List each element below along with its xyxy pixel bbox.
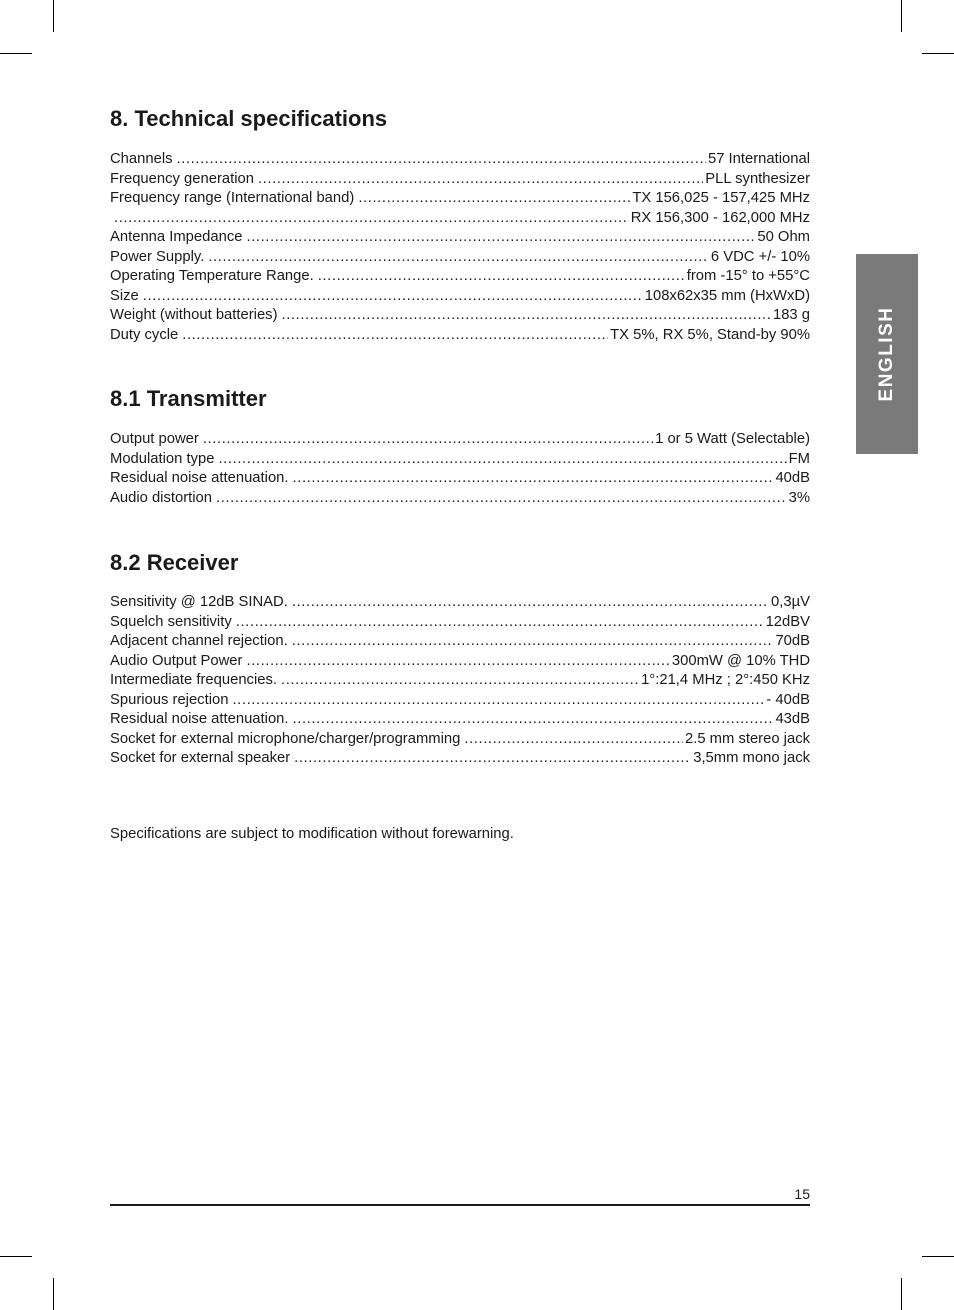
spec-row [110,430,810,450]
crop-mark [922,1256,954,1257]
spec-label: Residual noise attenuation. [110,470,289,486]
page-number: 15 [794,1186,810,1202]
spec-row [110,170,810,190]
crop-mark [53,1278,54,1310]
spec-row [110,652,810,672]
spec-label: Power Supply. [110,248,205,265]
spec-value: TX 156,025 - 157,425 MHz [632,190,810,206]
section-title-transmitter: 8.1 Transmitter [110,386,267,411]
crop-mark [901,0,902,32]
spec-label: Sensitivity @ 12dB SINAD. [110,594,288,610]
dot-leader [143,287,643,307]
spec-value: 57 International [707,151,810,167]
section-title-receiver: 8.2 Receiver [110,550,239,575]
spec-row [110,691,810,711]
spec-value: 0,3µV [771,594,810,610]
spec-value: 183 g [772,307,810,323]
spec-value: 50 Ohm [757,229,810,245]
dot-leader [208,248,709,268]
spec-value: 40dB [775,470,810,486]
spec-value: 6 VDC +/- 10% [710,248,810,265]
spec-value: 12dBV [765,613,810,630]
spec-row [110,267,810,287]
footer-rule [110,1204,810,1206]
spec-row [110,287,810,307]
spec-value: 3% [788,489,810,506]
dot-leader [318,267,685,287]
spec-value: TX 5%, RX 5%, Stand-by 90% [610,326,810,343]
dot-leader [182,326,608,346]
spec-row [110,150,810,170]
dot-leader [246,228,755,248]
spec-label: Output power [110,431,199,447]
dot-leader [282,306,771,326]
spec-row [110,749,810,769]
dot-leader [114,209,629,229]
crop-mark [901,1278,902,1310]
spec-label: Spurious rejection [110,691,229,708]
spec-value: 1 or 5 Watt (Selectable) [655,431,810,447]
spec-row [110,469,810,489]
spec-label: Adjacent channel rejection. [110,633,288,649]
spec-row [110,450,810,470]
spec-row [110,189,810,209]
crop-mark [53,0,54,32]
crop-mark [922,53,954,54]
spec-label: Intermediate frequencies. [110,672,277,688]
dot-leader [203,430,653,450]
spec-value: from -15° to +55°C [686,268,810,284]
spec-row [110,209,810,229]
dot-leader [258,170,703,190]
dot-leader [177,150,706,170]
spec-row [110,671,810,691]
spec-value: 3,5mm mono jack [693,750,810,766]
crop-mark [0,53,32,54]
spec-row [110,730,810,750]
spec-label: Weight (without batteries) [110,307,278,323]
spec-row [110,613,810,633]
spec-row [110,248,810,268]
spec-row [110,593,810,613]
spec-label: Duty cycle [110,326,179,343]
spec-label: Socket for external speaker [110,750,291,766]
language-tab-label: ENGLISH [876,306,897,402]
spec-label: Frequency generation [110,170,254,187]
spec-row [110,710,810,730]
dot-leader [292,632,774,652]
spec-value: FM [788,450,810,467]
spec-list-receiver [110,593,810,769]
spec-label: Socket for external microphone/charger/programming [110,730,461,747]
spec-label: Frequency range (International band) [110,190,355,206]
spec-row [110,228,810,248]
spec-row [110,489,810,509]
spec-row [110,306,810,326]
spec-label: Antenna Impedance [110,229,243,245]
dot-leader [294,749,691,769]
spec-value: 2.5 mm stereo jack [685,730,810,747]
spec-label: Operating Temperature Range. [110,268,314,284]
spec-value: 300mW @ 10% THD [671,652,810,669]
spec-value: 1°:21,4 MHz ; 2°:450 KHz [641,672,810,688]
dot-leader [232,691,764,711]
dot-leader [216,489,787,509]
spec-label: Squelch sensitivity [110,613,232,630]
spec-value: 43dB [775,711,810,727]
spec-value: RX 156,300 - 162,000 MHz [630,209,810,226]
spec-label: Audio Output Power [110,652,243,669]
dot-leader [236,613,764,633]
spec-label: Channels [110,151,173,167]
crop-mark [0,1256,32,1257]
spec-label: Audio distortion [110,489,212,506]
dot-leader [218,450,786,470]
spec-label: Size [110,287,139,304]
dot-leader [281,671,639,691]
dot-leader [464,730,683,750]
spec-value: 108x62x35 mm (HxWxD) [644,287,810,304]
dot-leader [292,593,769,613]
spec-value: 70dB [775,633,810,649]
spec-label: Residual noise attenuation. [110,711,289,727]
spec-value: PLL synthesizer [705,170,810,187]
spec-list-transmitter [110,430,810,508]
language-tab [856,254,918,454]
spec-row [110,326,810,346]
specifications-note: Specifications are subject to modification without forewarning. [110,826,514,842]
spec-list-technical [110,150,810,345]
dot-leader [293,710,774,730]
dot-leader [246,652,669,672]
section-title-technical-specifications: 8. Technical specifications [110,106,388,131]
spec-row [110,632,810,652]
dot-leader [358,189,630,209]
spec-label: Modulation type [110,450,215,467]
dot-leader [293,469,774,489]
spec-value: - 40dB [766,691,810,708]
